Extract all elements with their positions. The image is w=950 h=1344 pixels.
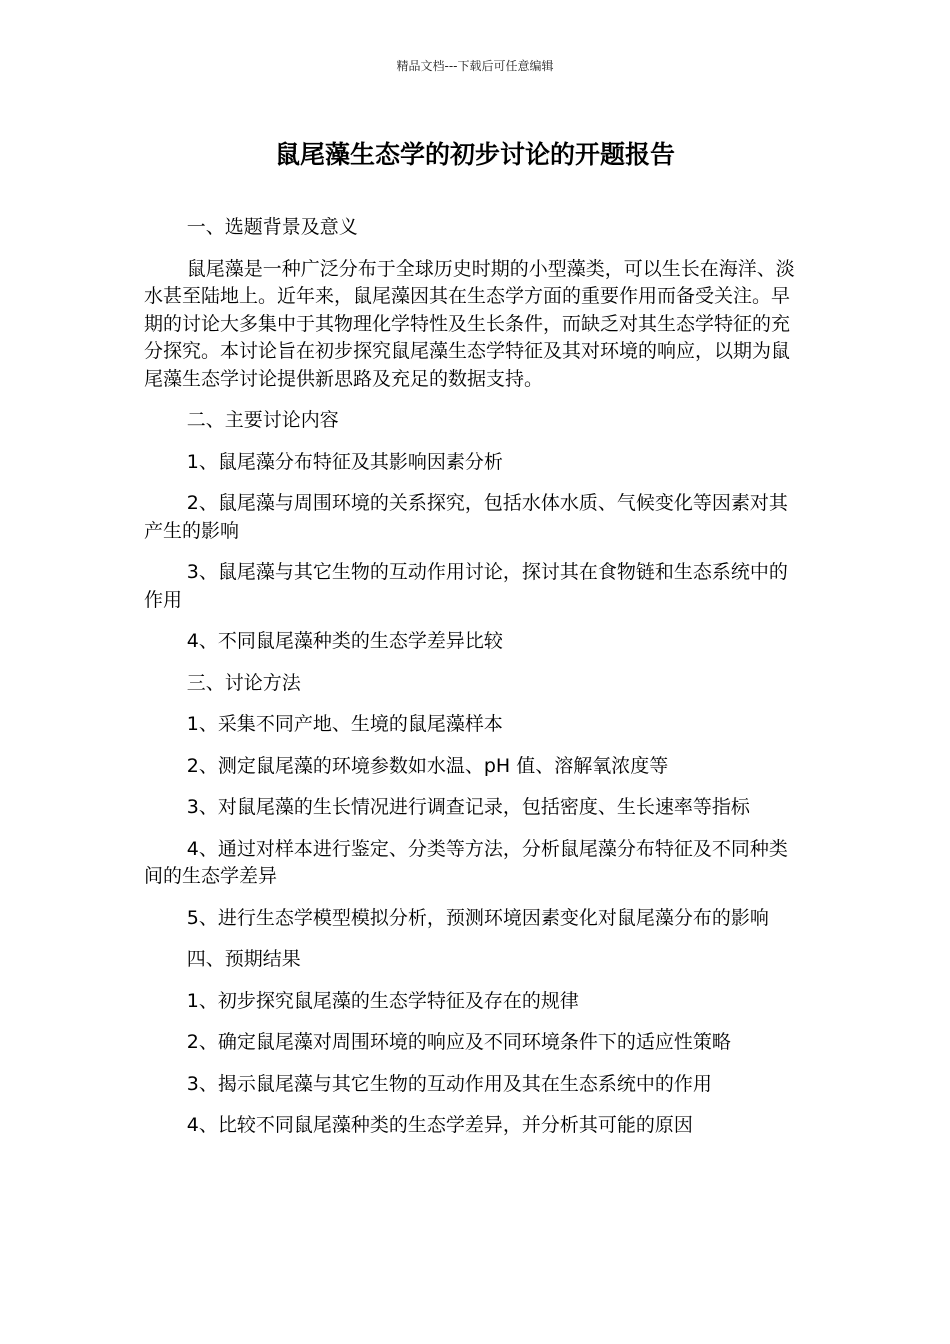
list-item: 4、不同鼠尾藻种类的生态学差异比较 [186, 630, 503, 652]
list-item: 2、测定鼠尾藻的环境参数如水温、pH 值、溶解氧浓度等 [186, 754, 669, 777]
section-heading-main-content: 二、主要讨论内容 [186, 409, 339, 431]
section-heading-expected-results: 四、预期结果 [186, 948, 301, 970]
list-item: 1、鼠尾藻分布特征及其影响因素分析 [186, 450, 503, 473]
list-item: 2、确定鼠尾藻对周围环境的响应及不同环境条件下的适应性策略 [186, 1031, 731, 1053]
document-body [144, 214, 806, 1154]
document-title: 鼠尾藻生态学的初步讨论的开题报告 [274, 140, 675, 169]
list-item: 4、通过对样本进行鉴定、分类等方法，分析鼠尾藻分布特征及不同种类间的生态学差异 [144, 837, 788, 887]
list-item: 3、鼠尾藻与其它生物的互动作用讨论，探讨其在食物链和生态系统中的作用 [144, 561, 788, 611]
list-item: 3、对鼠尾藻的生长情况进行调查记录，包括密度、生长速率等指标 [186, 796, 750, 818]
list-item: 2、鼠尾藻与周围环境的关系探究，包括水体水质、气候变化等因素对其产生的影响 [144, 492, 788, 542]
section-heading-background: 一、选题背景及意义 [186, 216, 358, 238]
section-heading-methods: 三、讨论方法 [186, 671, 301, 694]
list-item: 5、进行生态学模型模拟分析，预测环境因素变化对鼠尾藻分布的影响 [186, 906, 769, 929]
list-item: 1、初步探究鼠尾藻的生态学特征及存在的规律 [186, 989, 579, 1012]
list-item: 4、比较不同鼠尾藻种类的生态学差异，并分析其可能的原因 [186, 1114, 693, 1136]
list-item: 3、揭示鼠尾藻与其它生物的互动作用及其在生态系统中的作用 [186, 1072, 712, 1095]
page-header: 精品文档---下载后可任意编辑 [396, 59, 554, 73]
list-item: 1、采集不同产地、生境的鼠尾藻样本 [186, 713, 503, 735]
body-paragraph: 鼠尾藻是一种广泛分布于全球历史时期的小型藻类，可以生长在海洋、淡水甚至陆地上。近年来，鼠尾藻因其在生态学方面的重要作用而备受关注。早期的讨论大多集中于其物理化学特性及生长条件，而缺乏对其生态学特征的充分探究。本讨论旨在初步探究鼠尾藻生态学特征及其对环境的响应，以期为鼠尾藻生态学讨论提供新思路及充足的数据支持。 [144, 257, 795, 390]
